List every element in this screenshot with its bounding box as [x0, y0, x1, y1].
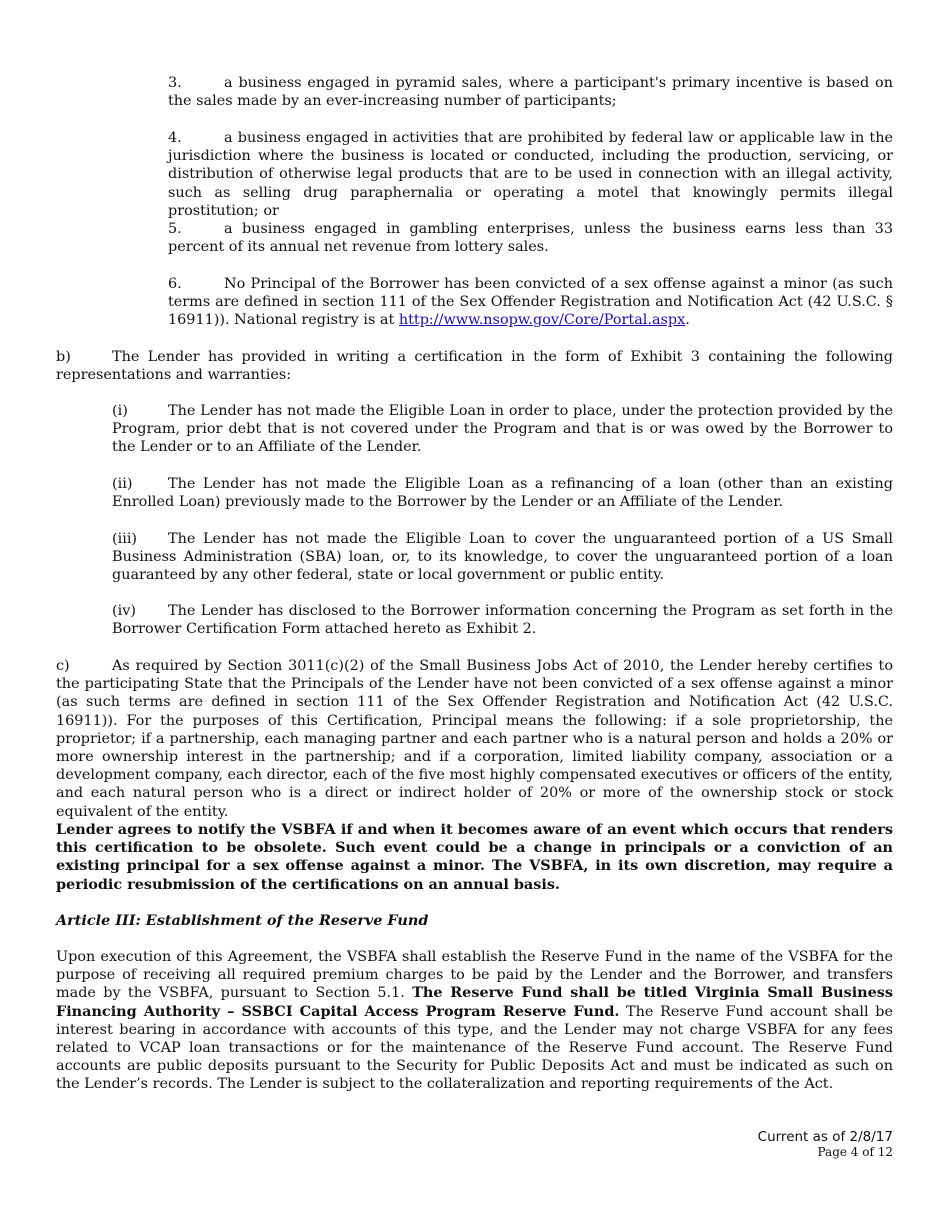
section-b-text: The Lender has provided in writing a certification in the form of Exhibit 3 containing the following representations and warranties:: [56, 349, 893, 384]
section-b-item-iii: [112, 530, 893, 585]
article-3-heading: Article III: Establishment of the Reserve Fund: [56, 912, 429, 929]
list-item-number: 3.: [168, 75, 182, 91]
sub-item-number: (iv): [112, 603, 136, 619]
lender-notice: Lender agrees to notify the VSBFA if and when it becomes aware of an event which occurs that renders this certification to be obsolete. Such event could be a change in principals or a conviction of an existing principal for a sex offense against a minor. The VSBFA, in its own discretion, may require a periodic resubmission of the certifications on an annual basis.: [56, 821, 893, 893]
list-item-text: a business engaged in gambling enterprises, unless the business earns less than 33 percent of its annual net revenue from lottery sales.: [168, 221, 893, 256]
section-b-label: b): [56, 349, 71, 365]
section-b-item-i: [112, 402, 893, 457]
list-item-number: 6.: [168, 276, 182, 292]
footer-current-date: Current as of 2/8/17: [757, 1129, 893, 1145]
sub-item-text: The Lender has not made the Eligible Loan to cover the unguaranteed portion of a US Small Business Administration (SBA) loan, or, to its knowledge, to cover the unguaranteed portion of a loan guaranteed by any other federal, state or local government or public entity.: [112, 531, 893, 584]
reserve-fund-title: The Reserve Fund shall be titled Virginia Small Business Financing Authority – SSBCI Capital Access Program Reserve Fund.: [56, 984, 893, 1020]
section-b: [56, 348, 893, 384]
sub-item-number: (ii): [112, 476, 133, 492]
list-item-number: 4.: [168, 130, 182, 146]
list-item-6: [168, 275, 893, 330]
list-item-5: [168, 220, 893, 256]
list-item-number: 5.: [168, 221, 182, 237]
list-item-text: a business engaged in activities that are prohibited by federal law or applicable law in the jurisdiction where the business is located or conducted, including the production, servicing, or distribution of otherwise legal products that are to be used in connection with an illegal activity, such as selling drug paraphernalia or operating a motel that knowingly permits illegal prostitution; or: [168, 130, 893, 219]
sub-item-number: (iii): [112, 531, 138, 547]
section-b-item-ii: [112, 475, 893, 511]
list-item-3: [168, 74, 893, 110]
article-3-text-b: The Reserve Fund account shall be interest bearing in accordance with accounts of this type, and the Lender may not charge VSBFA for any fees related to VCAP loan transactions or for the maintenance of the Reserve Fund account. The Reserve Fund accounts are public deposits pursuant to the Security for Public Deposits Act and must be indicated as such on the Lender’s records. The Lender is subject to the collateralization and reporting requirements of the Act.: [56, 1003, 893, 1093]
sub-item-number: (i): [112, 403, 128, 419]
sub-item-text: The Lender has not made the Eligible Loan as a refinancing of a loan (other than an existing Enrolled Loan) previously made to the Borrower by the Lender or an Affiliate of the Lender.: [112, 476, 893, 511]
footer-page-number: Page 4 of 12: [817, 1145, 893, 1159]
section-c-label: c): [56, 658, 70, 674]
section-b-item-iv: [112, 602, 893, 638]
list-item-text: a business engaged in pyramid sales, where a participant's primary incentive is based on the sales made by an ever-increasing number of participants;: [168, 75, 893, 110]
nsopw-registry-link[interactable]: http://www.nsopw.gov/Core/Portal.aspx: [398, 312, 686, 329]
section-c: [56, 657, 893, 821]
article-3-body: [56, 948, 893, 1094]
article-3-text-a: Upon execution of this Agreement, the VSBFA shall establish the Reserve Fund in the name of the VSBFA for the purpose of receiving all required premium charges to be paid by the Lender and the Borrower, and transfers made by the VSBFA, pursuant to Section 5.1.: [56, 949, 893, 1002]
sub-item-text: The Lender has not made the Eligible Loan in order to place, under the protection provided by the Program, prior debt that is not covered under the Program and that is or was owed by the Borrower to the Lender or to an Affiliate of the Lender.: [112, 403, 893, 456]
sub-item-text: The Lender has disclosed to the Borrower information concerning the Program as set forth in the Borrower Certification Form attached hereto as Exhibit 2.: [112, 603, 893, 638]
list-item-4: [168, 129, 893, 220]
list-item-end: .: [685, 312, 690, 329]
list-item-text: No Principal of the Borrower has been convicted of a sex offense against a minor (as such terms are defined in section 111 of the Sex Offender Registration and Notification Act (42 U.S.C. § 16911)). National registry is at: [168, 276, 893, 329]
section-c-text: As required by Section 3011(c)(2) of the Small Business Jobs Act of 2010, the Lender hereby certifies to the participating State that the Principals of the Lender have not been convicted of a sex offense against a minor (as such terms are defined in section 111 of the Sex Offender Registration and Notification Act (42 U.S.C. 16911)). For the purposes of this Certification, Principal means the following: if a sole proprietorship, the proprietor; if a partnership, each managing partner and each partner who is a natural person and holds a 20% or more ownership interest in the partnership; and if a corporation, limited liability company, association or a development company, each director, each of the five most highly compensated executives or officers of the entity, and each natural person who is a direct or indirect holder of 20% or more of the ownership stock or stock equivalent of the entity.: [56, 658, 893, 820]
